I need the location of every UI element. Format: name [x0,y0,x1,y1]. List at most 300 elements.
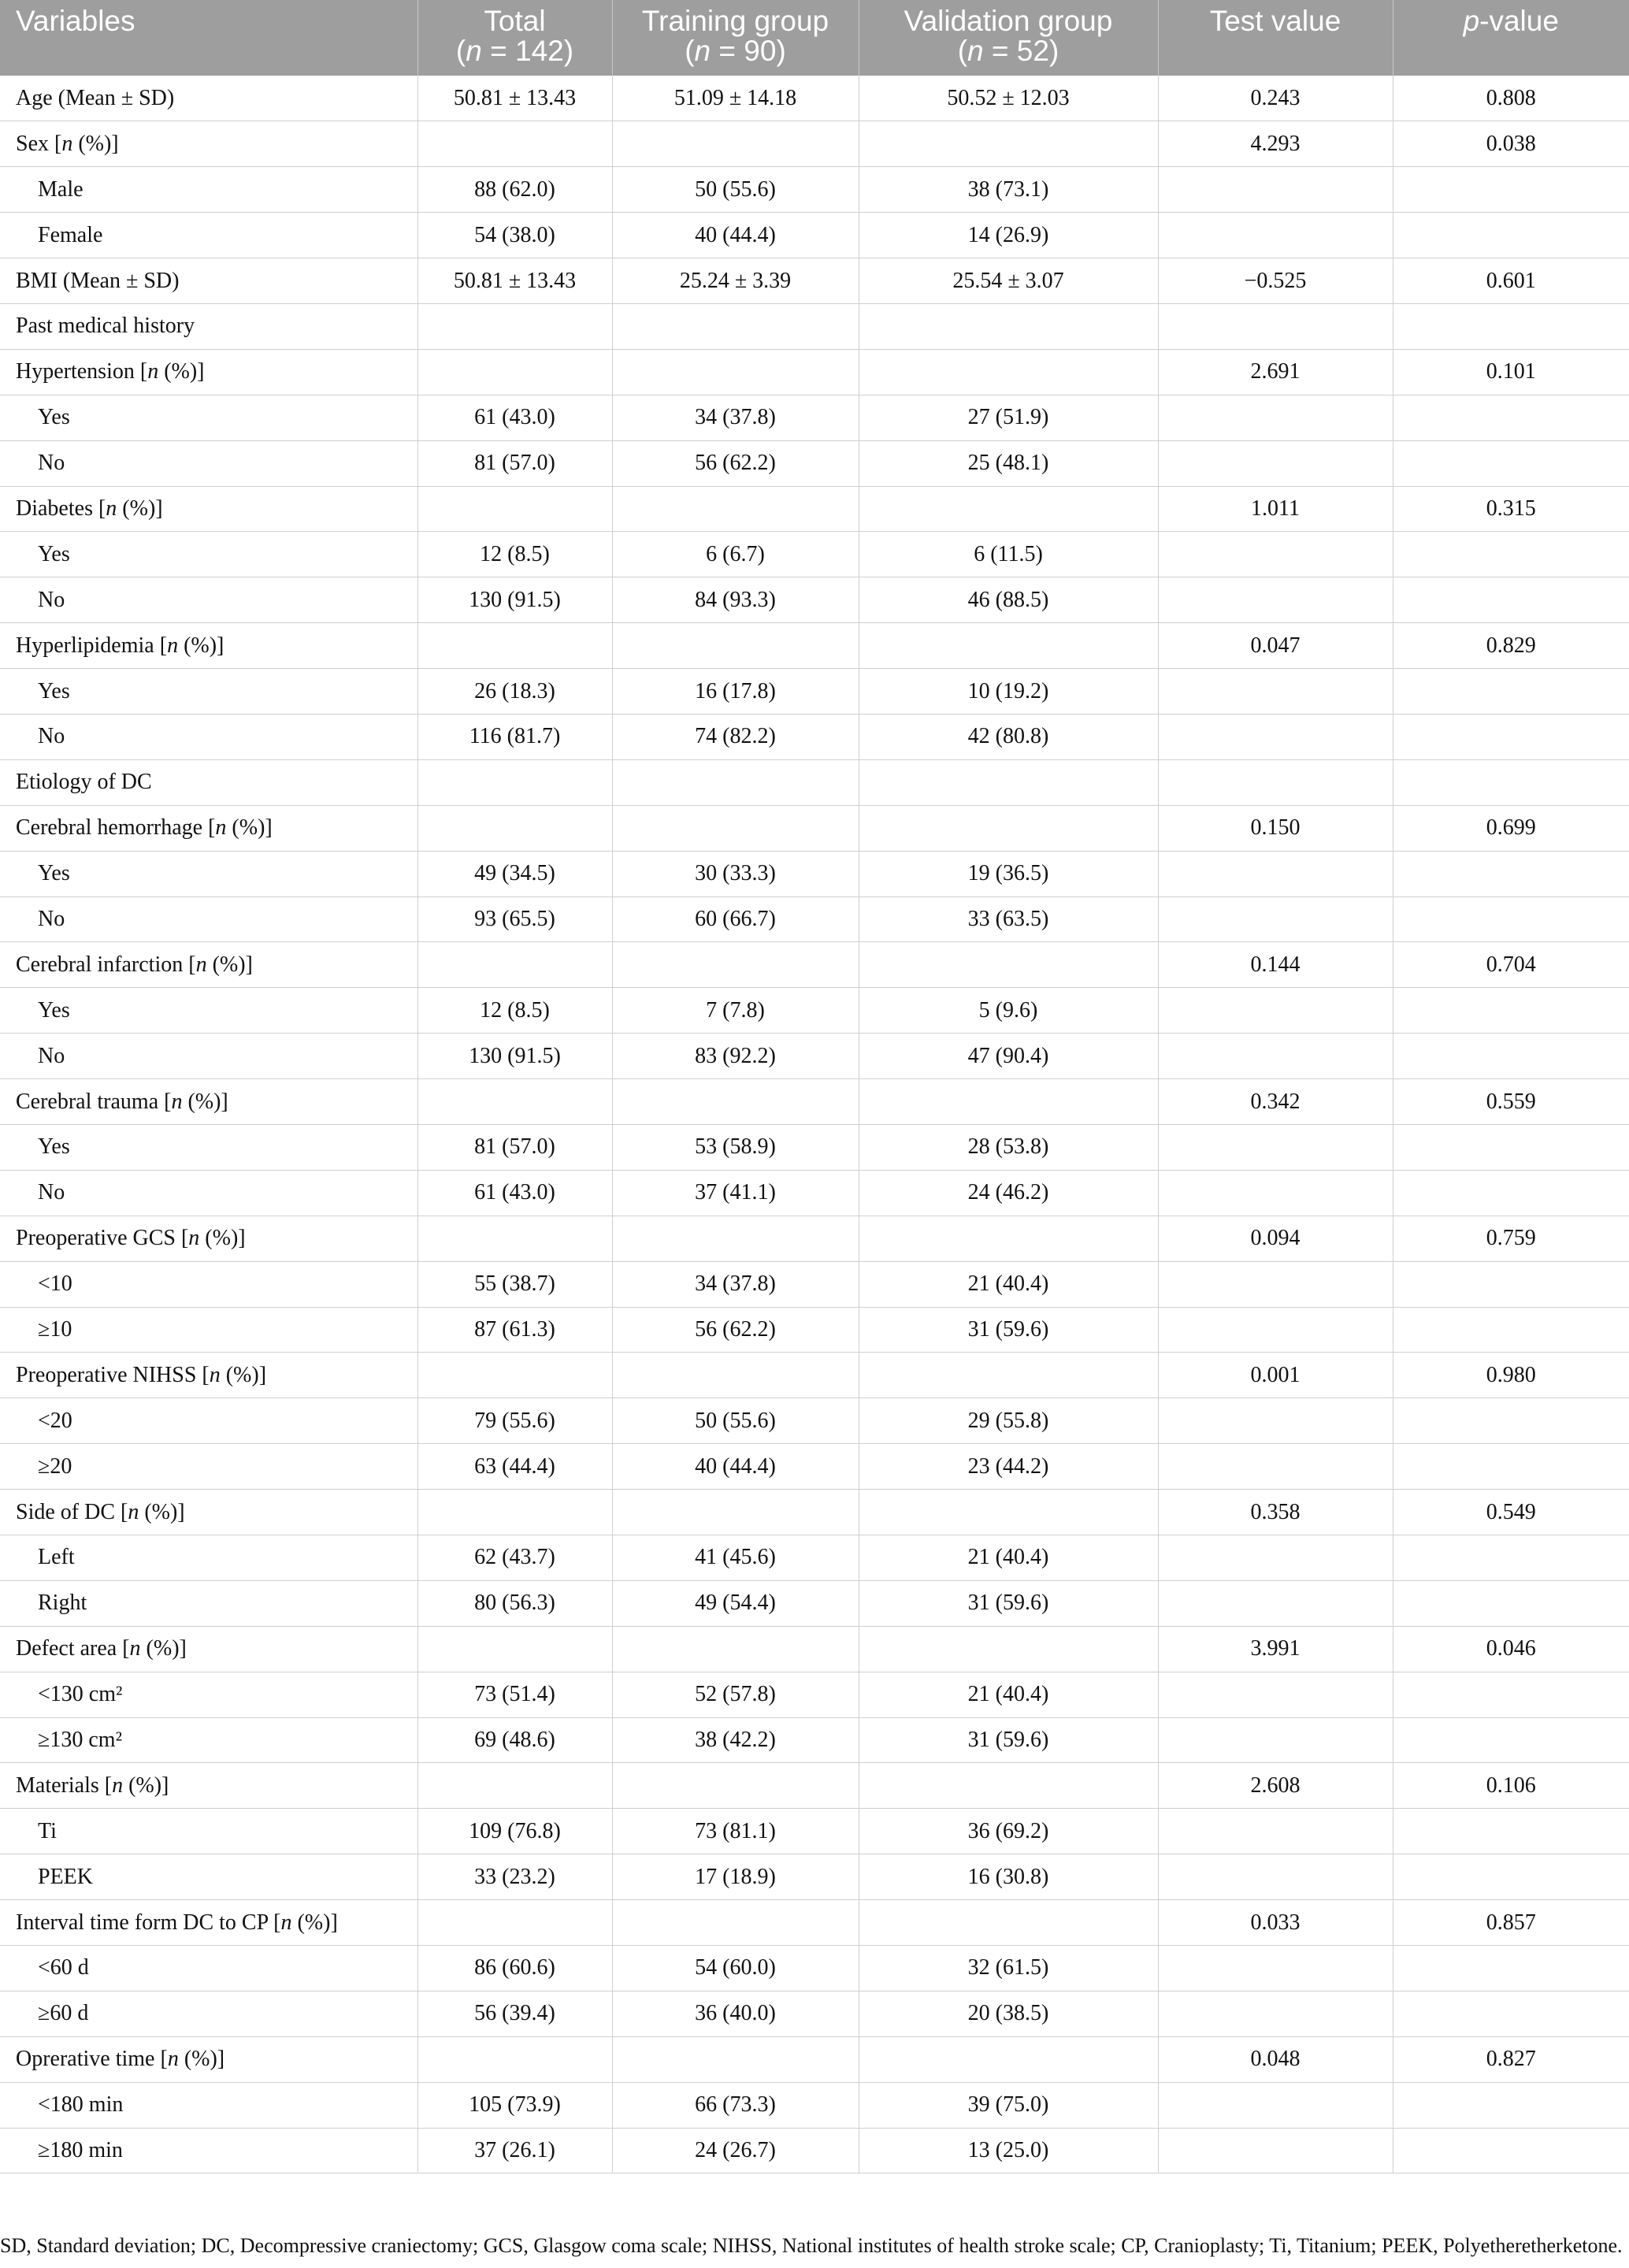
table-row [0,1946,1629,1991]
cell-validation [859,486,1158,532]
table-row [0,1809,1629,1854]
cell-p-value [1393,213,1629,258]
cell-total: 54 (38.0) [417,213,612,258]
cell-validation: 36 (69.2) [859,1809,1158,1854]
table-row [0,1444,1629,1490]
cell-total [417,1626,612,1672]
cell-test-value [1158,1580,1393,1626]
cell-total: 109 (76.8) [417,1809,612,1854]
cell-validation: 31 (59.6) [859,1307,1158,1353]
cell-validation: 19 (36.5) [859,851,1158,896]
cell-total: 55 (38.7) [417,1261,612,1307]
cell-training: 40 (44.4) [612,213,859,258]
cell-p-value [1393,759,1629,805]
cell-total: 88 (62.0) [417,167,612,213]
cell-validation: 24 (46.2) [859,1170,1158,1216]
cell-variable: Preoperative GCS [n (%)] [0,1216,417,1261]
cell-validation: 14 (26.9) [859,213,1158,258]
cell-test-value [1158,167,1393,213]
cell-validation: 25.54 ± 3.07 [859,258,1158,304]
cell-p-value [1393,988,1629,1034]
cell-training: 53 (58.9) [612,1124,859,1170]
cell-p-value: 0.549 [1393,1490,1629,1535]
cell-training: 84 (93.3) [612,577,859,623]
cell-variable: <180 min [0,2082,417,2128]
cell-p-value [1393,1034,1629,1079]
cell-test-value [1158,1398,1393,1444]
cell-total: 87 (61.3) [417,1307,612,1353]
table-body [0,76,1629,2173]
cell-test-value [1158,759,1393,805]
cell-test-value: 1.011 [1158,486,1393,532]
cell-test-value [1158,1809,1393,1854]
table-row [0,121,1629,167]
cell-validation [859,759,1158,805]
cell-variable: Cerebral trauma [n (%)] [0,1079,417,1125]
cell-test-value [1158,1717,1393,1763]
cell-total: 105 (73.9) [417,2082,612,2128]
cell-validation: 39 (75.0) [859,2082,1158,2128]
cell-p-value: 0.808 [1393,76,1629,121]
cell-p-value: 0.106 [1393,1763,1629,1809]
table-row [0,258,1629,304]
cell-training [612,759,859,805]
cell-validation [859,2036,1158,2082]
cell-validation [859,1353,1158,1398]
cell-variable: Materials [n (%)] [0,1763,417,1809]
cell-validation [859,349,1158,395]
header-variables: Variables [0,0,417,76]
cell-variable: BMI (Mean ± SD) [0,258,417,304]
table-row [0,349,1629,395]
cell-validation [859,121,1158,167]
cell-validation: 46 (88.5) [859,577,1158,623]
cell-variable: <130 cm² [0,1672,417,1717]
cell-validation: 32 (61.5) [859,1946,1158,1991]
cell-total: 80 (56.3) [417,1580,612,1626]
cell-test-value: 0.358 [1158,1490,1393,1535]
cell-test-value [1158,1535,1393,1581]
cell-test-value [1158,714,1393,759]
cell-p-value [1393,1170,1629,1216]
cell-p-value [1393,714,1629,759]
cell-variable: Hyperlipidemia [n (%)] [0,623,417,669]
cell-p-value [1393,303,1629,349]
table-row [0,1763,1629,1809]
cell-total: 12 (8.5) [417,988,612,1034]
table-row [0,1854,1629,1900]
cell-p-value [1393,1717,1629,1763]
cell-training: 74 (82.2) [612,714,859,759]
cell-variable: Preoperative NIHSS [n (%)] [0,1353,417,1398]
cell-training: 34 (37.8) [612,395,859,440]
cell-p-value [1393,1854,1629,1900]
table-row [0,2036,1629,2082]
cell-training: 24 (26.7) [612,2128,859,2173]
cell-variable: Yes [0,669,417,715]
cell-training: 51.09 ± 14.18 [612,76,859,121]
cell-variable: Past medical history [0,303,417,349]
cell-variable: Hypertension [n (%)] [0,349,417,395]
cell-training: 25.24 ± 3.39 [612,258,859,304]
cell-validation: 50.52 ± 12.03 [859,76,1158,121]
cell-total: 61 (43.0) [417,1170,612,1216]
cell-variable: Cerebral hemorrhage [n (%)] [0,805,417,851]
cell-training: 40 (44.4) [612,1444,859,1490]
cell-validation: 25 (48.1) [859,440,1158,486]
cell-p-value [1393,577,1629,623]
table-row [0,805,1629,851]
cell-training [612,1079,859,1125]
cell-p-value: 0.699 [1393,805,1629,851]
table-row [0,2082,1629,2128]
cell-validation: 38 (73.1) [859,167,1158,213]
cell-total [417,1900,612,1946]
table-row [0,1991,1629,2036]
cell-training: 49 (54.4) [612,1580,859,1626]
cell-total [417,121,612,167]
cell-training [612,805,859,851]
cell-training [612,303,859,349]
cell-total [417,942,612,988]
cell-training: 41 (45.6) [612,1535,859,1581]
cell-validation: 28 (53.8) [859,1124,1158,1170]
cell-p-value: 0.857 [1393,1900,1629,1946]
cell-test-value: 0.001 [1158,1353,1393,1398]
table-row [0,669,1629,715]
cell-total [417,1216,612,1261]
cell-p-value: 0.759 [1393,1216,1629,1261]
cell-p-value [1393,1991,1629,2036]
header-training-group: Training group (n = 90) [612,0,859,76]
cell-p-value: 0.038 [1393,121,1629,167]
cell-total: 12 (8.5) [417,532,612,577]
table-row [0,851,1629,896]
cell-test-value [1158,1124,1393,1170]
cell-variable: Yes [0,988,417,1034]
cell-p-value [1393,395,1629,440]
cell-validation [859,1626,1158,1672]
cell-total [417,759,612,805]
cell-validation: 29 (55.8) [859,1398,1158,1444]
cell-test-value: 2.608 [1158,1763,1393,1809]
cell-total: 50.81 ± 13.43 [417,76,612,121]
cell-total [417,1763,612,1809]
cell-validation [859,1216,1158,1261]
cell-test-value [1158,669,1393,715]
cell-training [612,942,859,988]
table-row [0,714,1629,759]
cell-variable: <60 d [0,1946,417,1991]
cell-p-value [1393,2128,1629,2173]
cell-training: 30 (33.3) [612,851,859,896]
cell-validation: 47 (90.4) [859,1034,1158,1079]
cell-validation [859,805,1158,851]
cell-training: 83 (92.2) [612,1034,859,1079]
cell-training: 50 (55.6) [612,167,859,213]
cell-test-value [1158,896,1393,942]
cell-p-value [1393,167,1629,213]
cell-validation [859,1490,1158,1535]
table-row [0,577,1629,623]
cell-total: 49 (34.5) [417,851,612,896]
table-row [0,395,1629,440]
cell-variable: No [0,1034,417,1079]
cell-test-value: 0.150 [1158,805,1393,851]
cell-training: 37 (41.1) [612,1170,859,1216]
table-row [0,1353,1629,1398]
cell-total: 79 (55.6) [417,1398,612,1444]
cell-variable: Yes [0,532,417,577]
cell-p-value [1393,1124,1629,1170]
table-row [0,1535,1629,1581]
cell-total: 73 (51.4) [417,1672,612,1717]
cell-training: 6 (6.7) [612,532,859,577]
cell-training: 38 (42.2) [612,1717,859,1763]
cell-test-value [1158,1946,1393,1991]
table-row [0,167,1629,213]
cell-p-value: 0.101 [1393,349,1629,395]
cell-variable: Male [0,167,417,213]
table-row [0,1717,1629,1763]
table-row [0,988,1629,1034]
cell-test-value [1158,1034,1393,1079]
cell-variable: Diabetes [n (%)] [0,486,417,532]
cell-total [417,1353,612,1398]
cell-p-value [1393,669,1629,715]
cell-total [417,623,612,669]
cell-training [612,1626,859,1672]
cell-test-value: 0.094 [1158,1216,1393,1261]
table-header-row [0,0,1629,76]
cell-p-value [1393,1398,1629,1444]
cell-total: 62 (43.7) [417,1535,612,1581]
cell-p-value [1393,1535,1629,1581]
cell-variable: Oprerative time [n (%)] [0,2036,417,2082]
cell-test-value: 4.293 [1158,121,1393,167]
table-footnote: SD, Standard deviation; DC, Decompressive craniectomy; GCS, Glasgow coma scale; NIHSS, National institutes of health stroke scale; CP, Cranioplasty; Ti, Titanium; PEEK, Polyetheretherketone. [0,2234,1623,2257]
cell-validation: 33 (63.5) [859,896,1158,942]
cell-variable: ≥130 cm² [0,1717,417,1763]
cell-variable: No [0,1170,417,1216]
cell-test-value [1158,532,1393,577]
cell-validation [859,1763,1158,1809]
table-row [0,440,1629,486]
cell-test-value [1158,1307,1393,1353]
cell-validation: 31 (59.6) [859,1717,1158,1763]
table-row [0,1261,1629,1307]
cell-validation: 27 (51.9) [859,395,1158,440]
cell-validation [859,1900,1158,1946]
table-row [0,1034,1629,1079]
cell-test-value: 0.047 [1158,623,1393,669]
table-row [0,1490,1629,1535]
table-row [0,623,1629,669]
cell-validation: 21 (40.4) [859,1261,1158,1307]
cell-p-value [1393,896,1629,942]
cell-variable: Interval time form DC to CP [n (%)] [0,1900,417,1946]
cell-validation: 5 (9.6) [859,988,1158,1034]
cell-test-value [1158,577,1393,623]
cell-validation: 31 (59.6) [859,1580,1158,1626]
cell-total [417,486,612,532]
cell-training [612,623,859,669]
cell-variable: <10 [0,1261,417,1307]
cell-variable: Ti [0,1809,417,1854]
table-row [0,213,1629,258]
cell-variable: PEEK [0,1854,417,1900]
table-row [0,303,1629,349]
cell-test-value [1158,1170,1393,1216]
cell-training: 17 (18.9) [612,1854,859,1900]
cell-test-value [1158,2128,1393,2173]
cell-total: 61 (43.0) [417,395,612,440]
cell-training: 73 (81.1) [612,1809,859,1854]
table-row [0,1580,1629,1626]
cell-variable: Right [0,1580,417,1626]
cell-total: 93 (65.5) [417,896,612,942]
cell-total: 33 (23.2) [417,1854,612,1900]
table-row [0,1398,1629,1444]
cell-validation: 20 (38.5) [859,1991,1158,2036]
cell-p-value [1393,1261,1629,1307]
cell-test-value [1158,988,1393,1034]
table-row [0,896,1629,942]
cell-total: 26 (18.3) [417,669,612,715]
table-row [0,1079,1629,1125]
cell-variable: Etiology of DC [0,759,417,805]
cell-training: 36 (40.0) [612,1991,859,2036]
cell-variable: Defect area [n (%)] [0,1626,417,1672]
cell-validation: 21 (40.4) [859,1672,1158,1717]
table-row [0,1124,1629,1170]
table-row [0,942,1629,988]
cell-training [612,1490,859,1535]
cell-p-value: 0.046 [1393,1626,1629,1672]
cell-validation [859,623,1158,669]
cell-variable: ≥20 [0,1444,417,1490]
header-p-value: p-value [1393,0,1629,76]
cell-validation [859,942,1158,988]
cell-training: 66 (73.3) [612,2082,859,2128]
cell-p-value: 0.315 [1393,486,1629,532]
cell-variable: Left [0,1535,417,1581]
cell-p-value: 0.980 [1393,1353,1629,1398]
cell-validation: 13 (25.0) [859,2128,1158,2173]
cell-total [417,349,612,395]
cell-training [612,1763,859,1809]
cell-p-value [1393,1672,1629,1717]
cell-variable: ≥60 d [0,1991,417,2036]
cell-variable: No [0,577,417,623]
cell-p-value [1393,1580,1629,1626]
cell-training: 60 (66.7) [612,896,859,942]
cell-variable: Cerebral infarction [n (%)] [0,942,417,988]
cell-training [612,486,859,532]
table-row [0,759,1629,805]
cell-test-value [1158,851,1393,896]
cell-variable: <20 [0,1398,417,1444]
cell-total: 81 (57.0) [417,1124,612,1170]
table-row [0,486,1629,532]
cell-test-value [1158,440,1393,486]
cell-training [612,121,859,167]
cell-test-value: −0.525 [1158,258,1393,304]
table-row [0,2128,1629,2173]
cell-test-value [1158,1672,1393,1717]
cell-training: 50 (55.6) [612,1398,859,1444]
cell-variable: No [0,440,417,486]
cell-total: 86 (60.6) [417,1946,612,1991]
cell-test-value [1158,395,1393,440]
cell-variable: Yes [0,1124,417,1170]
cell-total: 130 (91.5) [417,577,612,623]
cell-total: 69 (48.6) [417,1717,612,1763]
cell-validation: 42 (80.8) [859,714,1158,759]
cell-total: 130 (91.5) [417,1034,612,1079]
cell-test-value: 0.342 [1158,1079,1393,1125]
cell-p-value [1393,1307,1629,1353]
cell-variable: Side of DC [n (%)] [0,1490,417,1535]
cell-test-value: 0.033 [1158,1900,1393,1946]
cell-training [612,1900,859,1946]
cell-total: 37 (26.1) [417,2128,612,2173]
cell-total: 63 (44.4) [417,1444,612,1490]
cell-validation [859,1079,1158,1125]
cell-p-value [1393,2082,1629,2128]
cell-variable: Age (Mean ± SD) [0,76,417,121]
cell-test-value: 0.048 [1158,2036,1393,2082]
cell-p-value: 0.559 [1393,1079,1629,1125]
cell-p-value [1393,440,1629,486]
cell-p-value [1393,851,1629,896]
table-row [0,532,1629,577]
cell-training: 7 (7.8) [612,988,859,1034]
cell-total [417,303,612,349]
cell-total [417,2036,612,2082]
cell-p-value: 0.827 [1393,2036,1629,2082]
header-validation-group: Validation group (n = 52) [859,0,1158,76]
cell-test-value: 3.991 [1158,1626,1393,1672]
table-row [0,1307,1629,1353]
cell-test-value [1158,1261,1393,1307]
table-row [0,76,1629,121]
table-row [0,1626,1629,1672]
cell-training: 34 (37.8) [612,1261,859,1307]
cell-total: 50.81 ± 13.43 [417,258,612,304]
table-row [0,1216,1629,1261]
cell-variable: Yes [0,851,417,896]
cell-training [612,1353,859,1398]
table-row [0,1170,1629,1216]
cell-training [612,1216,859,1261]
cell-training: 56 (62.2) [612,440,859,486]
cell-total: 81 (57.0) [417,440,612,486]
cell-test-value: 0.243 [1158,76,1393,121]
cell-total [417,805,612,851]
cell-variable: Female [0,213,417,258]
cell-total: 116 (81.7) [417,714,612,759]
cell-variable: No [0,714,417,759]
cell-training: 56 (62.2) [612,1307,859,1353]
cell-total [417,1490,612,1535]
cell-variable: ≥180 min [0,2128,417,2173]
cell-total [417,1079,612,1125]
cell-test-value [1158,1444,1393,1490]
cell-training [612,349,859,395]
cell-p-value [1393,1946,1629,1991]
cell-training: 52 (57.8) [612,1672,859,1717]
